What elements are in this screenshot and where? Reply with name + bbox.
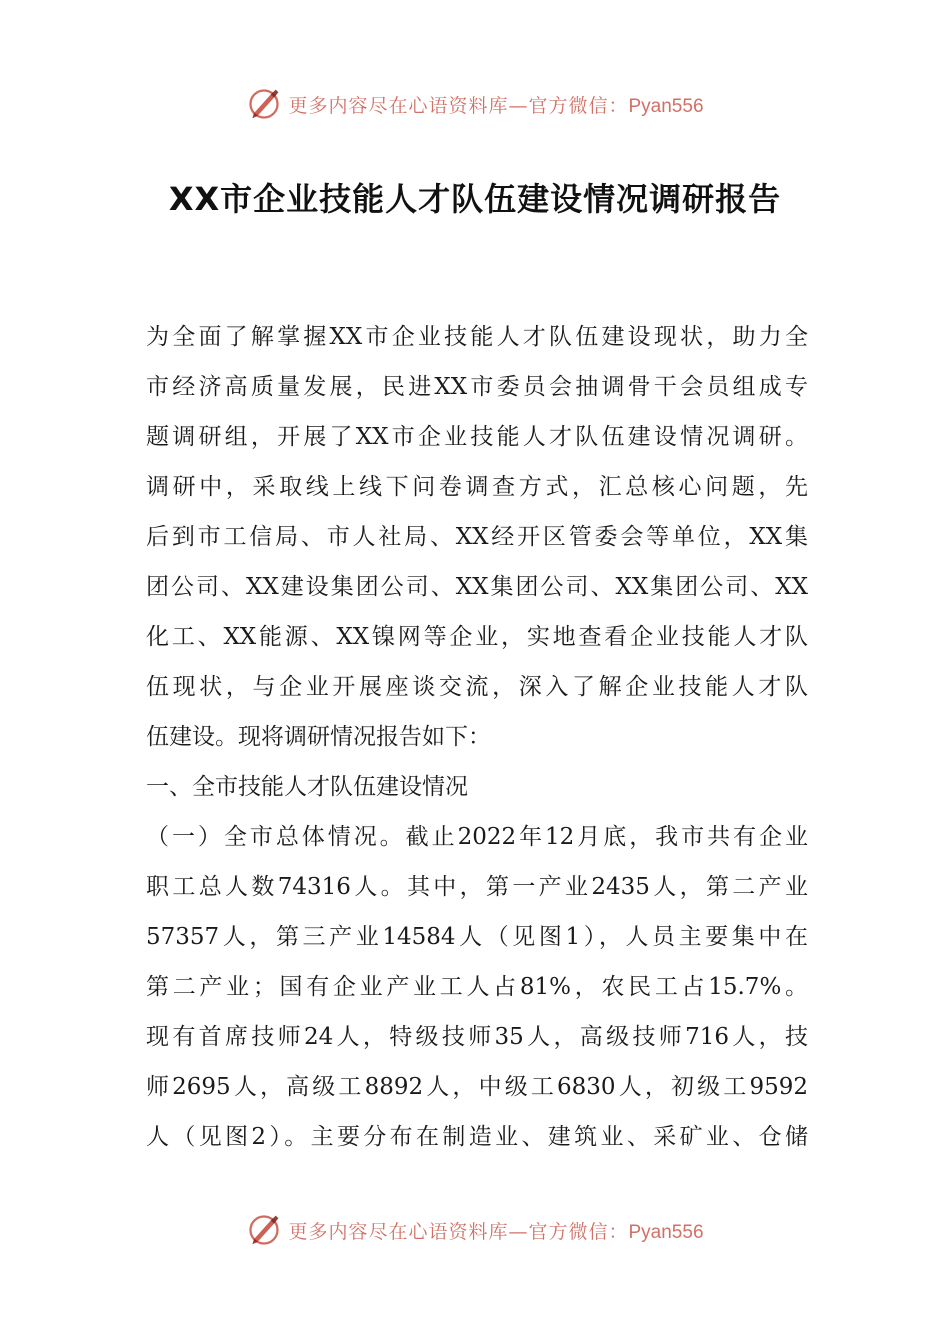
- footer-watermark: [0, 1210, 950, 1250]
- body-line: 师2695人，高级工8892人，中级工6830人，初级工9592: [146, 1074, 808, 1100]
- document-body: [146, 312, 808, 1162]
- body-line: 题调研组，开展了XX市企业技能人才队伍建设情况调研。: [146, 424, 808, 450]
- header-watermark: [0, 84, 950, 124]
- document-title: XX市企业技能人才队伍建设情况调研报告: [168, 180, 782, 218]
- body-line: 为全面了解掌握XX市企业技能人才队伍建设现状，助力全: [146, 324, 808, 350]
- body-line: 职工总人数74316人。其中，第一产业2435人，第二产业: [146, 874, 808, 900]
- watermark-text: 更多内容尽在心语资料库—官方微信：: [288, 94, 629, 117]
- body-line: 57357人，第三产业14584人（见图1），人员主要集中在: [146, 924, 808, 950]
- watermark-label: [288, 1217, 703, 1244]
- body-line: 化工、XX能源、XX镍网等企业，实地查看企业技能人才队: [146, 624, 808, 650]
- pen-logo-icon: [246, 86, 282, 122]
- pen-logo-icon: [246, 1212, 282, 1248]
- body-line: 伍现状，与企业开展座谈交流，深入了解企业技能人才队: [146, 674, 808, 700]
- watermark-wechat-id: Pyan556: [628, 95, 704, 117]
- body-line: 人（见图2）。主要分布在制造业、建筑业、采矿业、仓储: [146, 1124, 808, 1150]
- watermark-wechat-id: Pyan556: [628, 1221, 704, 1243]
- body-line: 团公司、XX建设集团公司、XX集团公司、XX集团公司、XX: [146, 574, 808, 600]
- body-line: 伍建设。现将调研情况报告如下：: [146, 724, 491, 750]
- body-line: （一）全市总体情况。截止2022年12月底，我市共有企业: [146, 824, 808, 850]
- watermark-text: 更多内容尽在心语资料库—官方微信：: [288, 1220, 629, 1243]
- body-line: 第二产业；国有企业产业工人占81%，农民工占15.7%。: [146, 974, 808, 1000]
- body-line: 现有首席技师24人，特级技师35人，高级技师716人，技: [146, 1024, 808, 1050]
- body-line: 调研中，采取线上线下问卷调查方式，汇总核心问题，先: [146, 474, 808, 500]
- watermark-label: [288, 91, 703, 118]
- section-heading: 一、全市技能人才队伍建设情况: [146, 774, 468, 800]
- body-line: 后到市工信局、市人社局、XX经开区管委会等单位，XX集: [146, 524, 808, 550]
- body-line: 市经济高质量发展，民进XX市委员会抽调骨干会员组成专: [146, 374, 808, 400]
